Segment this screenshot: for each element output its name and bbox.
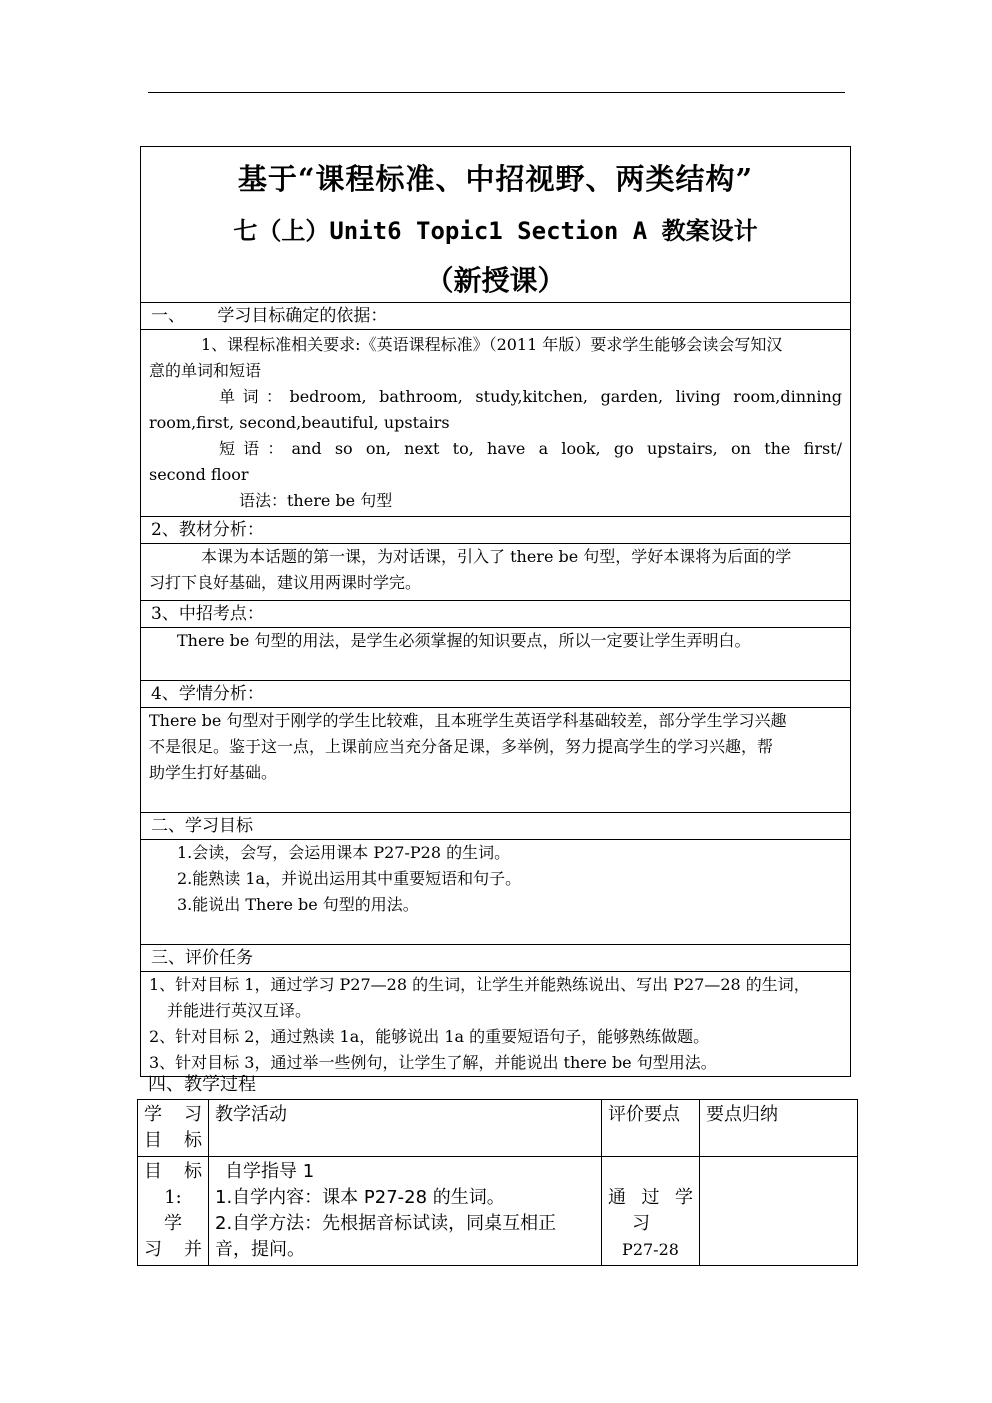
process-row: [138, 1157, 858, 1266]
activity-title: 自学指导 1: [225, 1161, 315, 1182]
basis-line: 1、课程标准相关要求:《英语课程标准》（2011 年版）要求学生能够会读会写知汉: [201, 335, 783, 354]
activity-line: 音，提问。: [215, 1239, 305, 1260]
eval-text: 习: [632, 1213, 650, 1234]
col-goal-header: [138, 1100, 209, 1157]
title-block: [141, 147, 850, 303]
col-activity-header: 教学活动: [209, 1100, 602, 1157]
basis-grammar-line: 语法：there be 句型: [239, 491, 393, 510]
title-line-1: 基于“课程标准、中招视野、两类结构”: [237, 162, 754, 196]
basis-header: 一、 学习目标确定的依据：: [141, 303, 850, 330]
basis-phrases-line: 短语：and so on, next to, have a look, go upstairs, on the first/: [219, 439, 842, 458]
row-goal-text: 学: [164, 1213, 182, 1234]
learners-line: 不是很足。鉴于这一点，上课前应当充分备足课，多举例，努力提高学生的学习兴趣，帮: [149, 737, 774, 756]
goal-item: 1.会读，会写，会运用课本 P27-P28 的生词。: [177, 843, 511, 862]
eval-text: P27-28: [622, 1240, 679, 1259]
evaluation-header: 三、评价任务: [141, 945, 850, 972]
evaluation-body: [141, 972, 850, 1076]
basis-phrases-line: second floor: [149, 465, 249, 484]
title-line-2: 七（上）Unit6 Topic1 Section A 教案设计: [233, 217, 758, 245]
activity-line: 1.自学内容：课本 P27-28 的生词。: [215, 1187, 505, 1208]
basis-body: [141, 330, 850, 517]
col-summary-header: 要点归纳: [700, 1100, 858, 1157]
row-goal-text: 习 并: [144, 1239, 202, 1260]
lesson-plan-table: [140, 146, 851, 1077]
row-goal-cell: [138, 1157, 209, 1266]
textbook-line: 习打下良好基础，建议用两课时学完。: [149, 573, 422, 592]
eval-text: 通 过 学: [608, 1187, 693, 1208]
exam-body: [141, 628, 850, 681]
title-line-3: （新授课）: [425, 264, 566, 297]
row-goal-text: 1:: [164, 1187, 182, 1208]
learners-line: 助学生打好基础。: [149, 763, 278, 782]
process-header-row: [138, 1100, 858, 1157]
goal-item: 2.能熟读 1a，并说出运用其中重要短语和句子。: [177, 869, 522, 888]
basis-words-line: 单词：bedroom, bathroom, study,kitchen, garden, living room,dinning: [219, 387, 842, 406]
learners-line: There be 句型对于刚学的学生比较难，且本班学生英语学科基础较差，部分学生学习兴趣: [149, 711, 787, 730]
process-header: 四、教学过程: [148, 1074, 256, 1095]
learners-body: [141, 708, 850, 813]
textbook-header: 2、教材分析：: [141, 517, 850, 544]
header-rule: [148, 92, 845, 93]
exam-line: There be 句型的用法，是学生必须掌握的知识要点，所以一定要让学生弄明白。: [177, 631, 751, 650]
basis-line: 意的单词和短语: [149, 361, 262, 380]
row-activity-cell: [209, 1157, 602, 1266]
textbook-line: 本课为本话题的第一课，为对话课，引入了 there be 句型，学好本课将为后面的学: [201, 547, 792, 566]
goals-header: 二、学习目标: [141, 813, 850, 840]
textbook-body: [141, 544, 850, 601]
col-goal-label: 学 习: [144, 1104, 202, 1125]
col-goal-label: 目 标: [144, 1130, 202, 1151]
row-goal-text: 目 标: [144, 1161, 202, 1182]
row-eval-cell: [602, 1157, 700, 1266]
evaluation-line: 3、针对目标 3，通过举一些例句，让学生了解，并能说出 there be 句型用法。: [149, 1053, 717, 1072]
activity-line: 2.自学方法：先根据音标试读，同桌互相正: [215, 1213, 557, 1234]
evaluation-line: 并能进行英汉互译。: [167, 1001, 312, 1020]
basis-words-line: room,first, second,beautiful, upstairs: [149, 413, 450, 432]
evaluation-line: 2、针对目标 2，通过熟读 1a，能够说出 1a 的重要短语句子，能够熟练做题。: [149, 1027, 710, 1046]
col-eval-header: 评价要点: [602, 1100, 700, 1157]
evaluation-line: 1、针对目标 1，通过学习 P27—28 的生词，让学生并能熟练说出、写出 P27—28 的生词，: [149, 975, 810, 994]
exam-header: 3、中招考点：: [141, 601, 850, 628]
goal-item: 3.能说出 There be 句型的用法。: [177, 895, 419, 914]
process-table: [137, 1099, 858, 1266]
row-summary-cell: [700, 1157, 858, 1266]
goals-body: [141, 840, 850, 945]
learners-header: 4、学情分析：: [141, 681, 850, 708]
